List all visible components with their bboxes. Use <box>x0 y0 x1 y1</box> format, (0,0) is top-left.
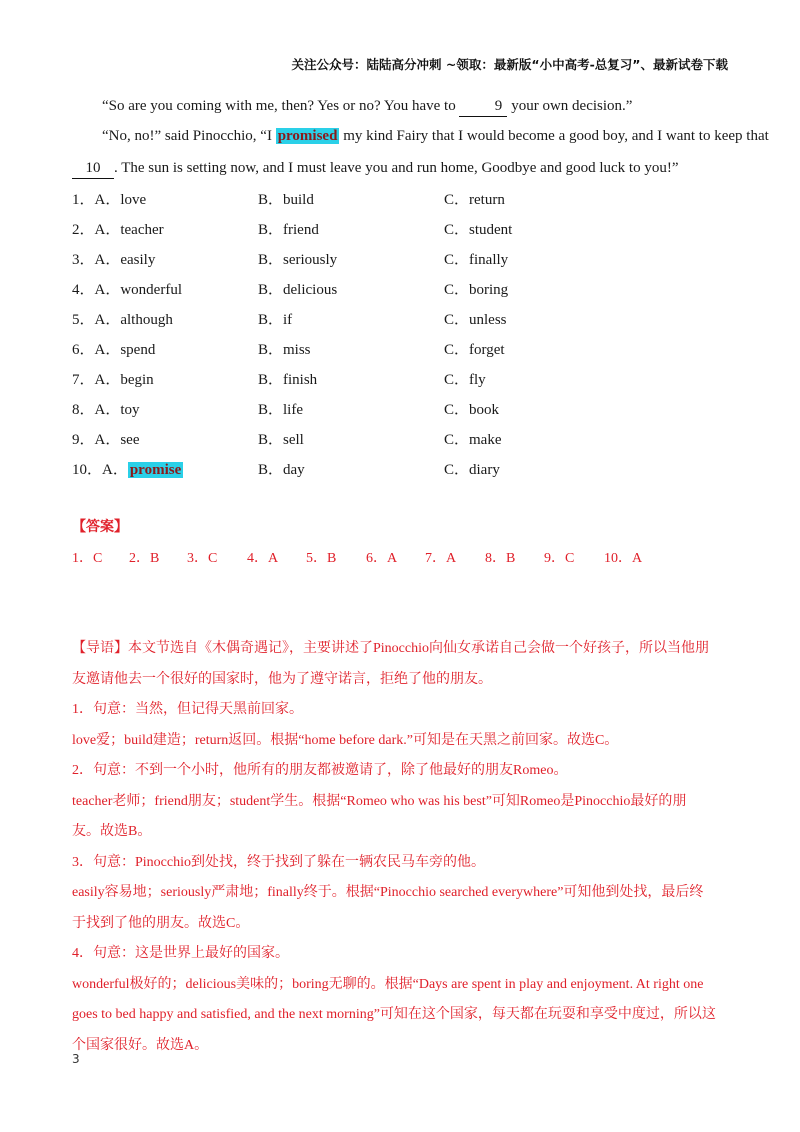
option-row <box>72 308 732 328</box>
option-c: C．student <box>444 222 513 238</box>
option-number: 4．A． <box>72 282 121 298</box>
answer-item: 2．B <box>129 551 160 566</box>
explanation-line: love爱；build建造；return返回。根据“home before dark.”可知是在天黑之前回家。故选C。 <box>72 732 619 748</box>
passage-text: my kind Fairy that I would become a good boy, and I want to keep that <box>339 128 769 144</box>
explanation-line: teacher老师；friend朋友；student学生。根据“Romeo who was his best”可知Romeo是Pinocchio最好的朋 <box>72 793 687 809</box>
page-header: 关注公众号：陆陆高分冲刺 ~领取：最新版“小中高考-总复习”、最新试卷下载 <box>291 57 728 72</box>
option-b: B．life <box>258 402 303 418</box>
passage-text: your own decision.” <box>507 98 633 114</box>
highlight-promised: promised <box>277 128 338 144</box>
option-number: 2．A． <box>72 222 121 238</box>
explanation-line: 4．句意：这是世界上最好的国家。 <box>72 946 289 961</box>
passage-paragraph-3 <box>72 158 732 179</box>
option-c: C．diary <box>444 462 500 478</box>
answer-item: 4．A <box>247 551 279 566</box>
option-a <box>72 458 183 479</box>
option-number: 7．A． <box>72 372 121 388</box>
explanation-line: 2．句意：不到一个小时，他所有的朋友都被邀请了，除了他最好的朋友Romeo。 <box>72 763 568 778</box>
explanation-line: 1．句意：当然，但记得天黑前回家。 <box>72 702 303 717</box>
option-a <box>72 218 164 239</box>
option-row <box>72 218 732 238</box>
answer-item: 3．C <box>187 551 218 566</box>
option-a-text: easily <box>120 252 156 268</box>
option-c: C．boring <box>444 282 509 298</box>
option-c: C．fly <box>444 372 486 388</box>
answer-item: 1．C <box>72 551 103 566</box>
explanation-line: 3．句意：Pinocchio到处找，终于找到了躲在一辆农民马车旁的他。 <box>72 854 485 870</box>
option-a <box>72 308 173 329</box>
option-number: 1．A． <box>72 192 121 208</box>
option-number: 10．A． <box>72 462 128 478</box>
option-number: 5．A． <box>72 312 121 328</box>
explanation-line: 于找到了他的朋友。故选C。 <box>72 915 250 931</box>
option-number: 6．A． <box>72 342 121 358</box>
option-a-text: begin <box>120 372 154 388</box>
answer-item: 7．A <box>425 551 457 566</box>
explanation-line: wonderful极好的；delicious美味的；boring无聊的。根据“Days are spent in play and enjoyment. At right one <box>72 976 704 992</box>
option-b: B．seriously <box>258 252 338 268</box>
option-a-text: although <box>120 312 173 328</box>
option-b: B．friend <box>258 222 319 238</box>
option-a-text: wonderful <box>120 282 182 298</box>
answers-row <box>72 547 732 567</box>
option-b: B．sell <box>258 432 304 448</box>
option-number: 9．A． <box>72 432 121 448</box>
option-number: 8．A． <box>72 402 121 418</box>
option-a <box>72 278 182 299</box>
option-b: B．finish <box>258 372 318 388</box>
option-c: C．book <box>444 402 500 418</box>
answer-item: 6．A <box>366 551 398 566</box>
option-c: C．return <box>444 192 505 208</box>
blank-9: 9 <box>459 96 507 117</box>
option-row <box>72 398 732 418</box>
option-a-text: teacher <box>120 222 164 238</box>
option-row <box>72 188 732 208</box>
option-a-text: spend <box>120 342 156 358</box>
option-row <box>72 458 732 478</box>
blank-10: 10 <box>72 158 114 179</box>
option-a <box>72 338 155 359</box>
explanation-line: 友邀请他去一个很好的国家时，他为了遵守诺言，拒绝了他的朋友。 <box>72 671 492 687</box>
explanation-line: easily容易地；seriously严肃地；finally终于。根据“Pinocchio searched everywhere”可知他到处找，最后终 <box>72 885 704 900</box>
answer-item: 5．B <box>306 551 337 566</box>
page-number: 3 <box>72 1052 80 1066</box>
option-row <box>72 338 732 358</box>
option-b: B．delicious <box>258 282 338 298</box>
option-a-text: toy <box>120 402 140 418</box>
option-number: 3．A． <box>72 252 121 268</box>
option-a <box>72 368 154 389</box>
option-b: B．if <box>258 312 293 328</box>
option-a <box>72 188 146 209</box>
passage-text: “No, no!” said Pinocchio, “I <box>102 128 276 144</box>
explanation-line: 友。故选B。 <box>72 824 152 839</box>
option-b: B．build <box>258 192 314 208</box>
option-a-text: see <box>120 432 140 448</box>
option-row <box>72 278 732 298</box>
option-row <box>72 248 732 268</box>
option-b: B．day <box>258 462 305 478</box>
passage-paragraph-1 <box>72 96 732 117</box>
explanation-line: goes to bed happy and satisfied, and the next morning”可知在这个国家，每天都在玩耍和享受中度过，所以这 <box>72 1007 716 1022</box>
option-a <box>72 248 155 269</box>
answer-item: 8．B <box>485 551 516 566</box>
option-b: B．miss <box>258 342 311 358</box>
explanation-line: 个国家很好。故选A。 <box>72 1037 209 1053</box>
highlight-promise: promise <box>129 462 182 478</box>
option-row <box>72 428 732 448</box>
option-c: C．forget <box>444 342 505 358</box>
option-row <box>72 368 732 388</box>
option-a <box>72 398 140 419</box>
explanation-line: 【导语】本文节选自《木偶奇遇记》，主要讲述了Pinocchio向仙女承诺自己会做一个好孩子，所以当他朋 <box>72 641 709 656</box>
answer-item: 9．C <box>544 551 575 566</box>
passage-text: . The sun is setting now, and I must leave you and run home, Goodbye and good luck to you!” <box>114 160 679 176</box>
passage-text: “So are you coming with me, then? Yes or no? You have to <box>102 98 460 114</box>
answer-label: 【答案】 <box>72 519 128 535</box>
option-a <box>72 428 140 449</box>
option-a-text: love <box>120 192 147 208</box>
answer-item: 10．A <box>604 551 643 566</box>
option-c: C．make <box>444 432 502 448</box>
passage-paragraph-2 <box>72 126 769 146</box>
option-c: C．unless <box>444 312 507 328</box>
option-c: C．finally <box>444 252 509 268</box>
